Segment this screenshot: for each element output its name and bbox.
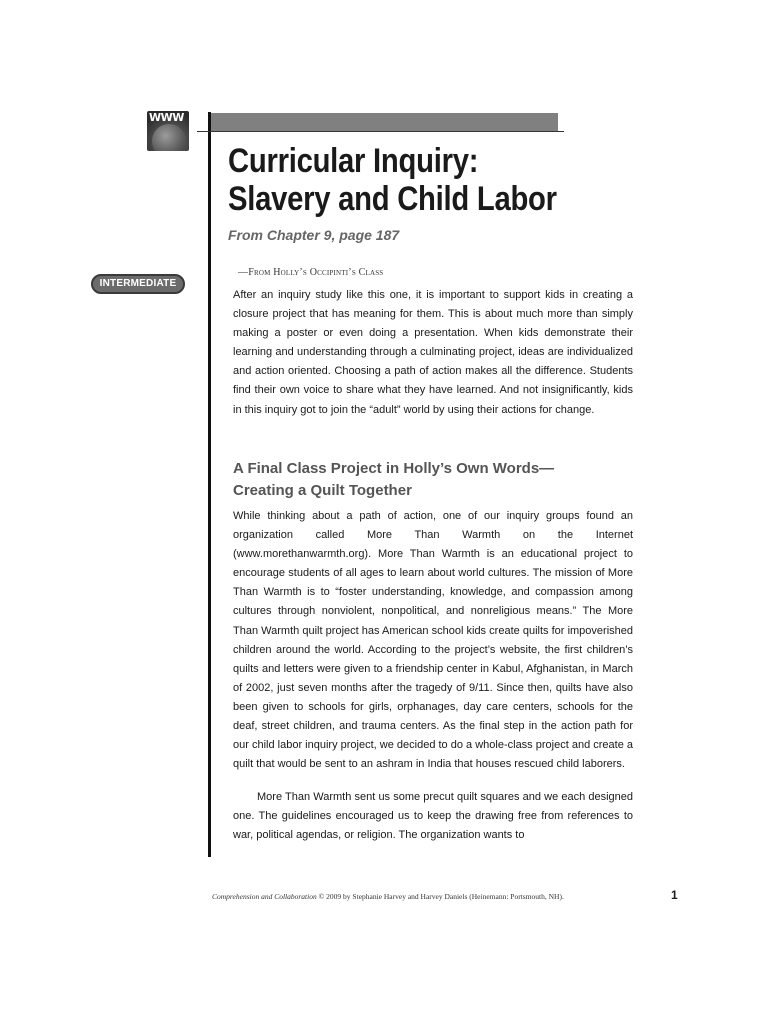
intro-paragraph: After an inquiry study like this one, it is important to support kids in creating a closure project that has meaning for them. This is about much more than simply making a poster or even doing a presentation. When kids demonstrate their learning and understanding through a culminating project, ideas are individualized and action oriented. Choosing a path of action makes all the difference. Students find their own voice to share what they have learned. And not insignificantly, kids in this inquiry got to join the “adult” world by using their actions for change. — [233, 289, 633, 416]
www-globe-icon — [147, 111, 189, 151]
chapter-reference: From Chapter 9, page 187 — [228, 227, 400, 243]
header-rule — [197, 131, 564, 132]
title-line-1: Curricular Inquiry: — [228, 142, 479, 180]
title-line-2: Slavery and Child Labor — [228, 180, 557, 218]
page-title — [228, 142, 557, 218]
level-badge: INTERMEDIATE — [91, 274, 185, 294]
section-heading — [233, 458, 554, 502]
header-bar — [211, 113, 558, 131]
footer-copyright — [212, 892, 564, 901]
page-number: 1 — [671, 888, 678, 902]
attribution: —From Holly’s Occipinti’s Class — [238, 267, 384, 278]
body-paragraph-1: While thinking about a path of action, one of our inquiry groups found an organization called More Than Warmth on the Internet (www.morethanwarmth.org). More Than Warmth is an educational project to encourage students of all ages to learn about world cultures. The mission of More Than Warmth is to “foster understanding, knowledge, and compassion among cultures through nonviolent, nonpolitical, and nonreligious means.” The More Than Warmth quilt project has American school kids create quilts for impoverished children around the world. According to the project’s website, the first children’s quilts and letters were given to a friendship center in Kabul, Afghanistan, in March of 2002, just seven months after the tragedy of 9/11. Since then, quilts have also been given to schools for girls, orphanages, day care centers, schools for the deaf, street children, and trauma centers. As the final step in the action path for our child labor inquiry project, we decided to do a whole-class project and create a quilt that would be sent to an ashram in India that houses rescued child laborers. — [233, 510, 633, 771]
section-heading-line-1: A Final Class Project in Holly’s Own Words— — [233, 460, 555, 477]
footer-book-title: Comprehension and Collaboration — [212, 892, 317, 901]
footer-copyright-text: © 2009 by Stephanie Harvey and Harvey Daniels (Heinemann: Portsmouth, NH). — [316, 892, 564, 901]
www-label: WWW — [149, 111, 184, 124]
body-paragraph-2: More Than Warmth sent us some precut quilt squares and we each designed one. The guidelines encouraged us to keep the drawing free from references to war, political agendas, or religion. The organization wants to — [233, 791, 633, 842]
margin-rule-vertical — [208, 112, 211, 857]
globe-icon — [152, 124, 186, 151]
section-heading-line-2: Creating a Quilt Together — [233, 482, 412, 499]
